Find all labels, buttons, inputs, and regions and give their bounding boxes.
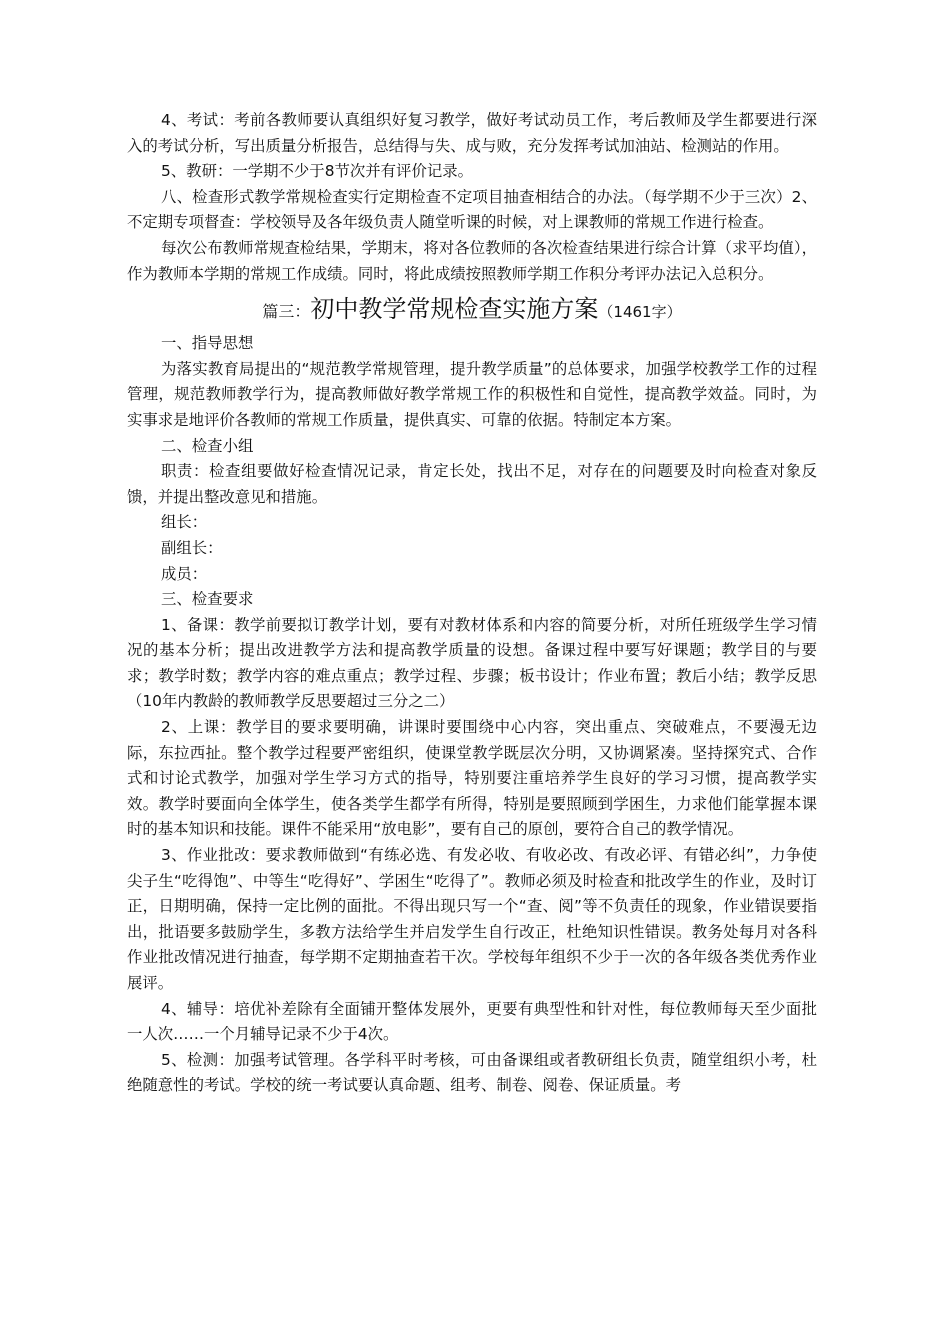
paragraph-duties: 职责：检查组要做好检查情况记录，肯定长处，找出不足，对存在的问题要及时向检查对象反馈，并提出整改意见和措施。 <box>127 462 817 506</box>
paragraph-testing: 5、检测：加强考试管理。各学科平时考核，可由备课组或者教研组长负责，随堂组织小考，杜绝随意性的考试。学校的统一考试要认真命题、组考、制卷、阅卷、保证质量。考 <box>127 1050 817 1095</box>
document-body <box>127 108 817 1099</box>
paragraph-research: 5、教研：一学期不少于8节次并有评价记录。 <box>161 162 474 181</box>
paragraph-homework: 3、作业批改：要求教师做到“有练必选、有发必收、有收必改、有改必评、有错必纠”，力争使尖子生“吃得饱”、中等生“吃得好”、学困生“吃得了”。教师必须及时检查和批改学生的作业，及时订正，日期明确，保持一定比例的面批。不得出现只写一个“查、阅”等不负责任的现象，作业错误要指出，批语要多鼓励学生，多教方法给学生并启发学生自行改正，杜绝知识性错误。教务处每月对各科作业批改情况进行抽查，每学期不定期抽查若干次。学校每年组织不少于一次的各年级各类优秀作业展评。 <box>127 846 817 992</box>
line-deputy-leader: 副组长： <box>161 538 223 557</box>
paragraph-inspection-form: 八、检查形式教学常规检查实行定期检查不定项目抽查相结合的办法。（每学期不少于三次）2、不定期专项督查：学校领导及各年级负责人随堂听课的时候，对上课教师的常规工作进行检查。 <box>127 187 817 232</box>
section-title-main: 初中教学常规检查实施方案 <box>310 295 599 324</box>
heading-inspection-group: 二、检查小组 <box>161 436 254 455</box>
paragraph-teaching: 2、上课：教学目的要求要明确，讲课时要围绕中心内容，突出重点、突破难点，不要漫无边际，东拉西扯。整个教学过程要严密组织，使课堂教学既层次分明，又协调紧凑。坚持探究式、合作式和讨论式教学，加强对学生学习方式的指导，特别要注重培养学生良好的学习习惯，提高教学实效。教学时要面向全体学生，使各类学生都学有所得，特别是要照顾到学困生，力求他们能掌握本课时的基本知识和技能。课件不能采用“放电影”，要有自己的原创，要符合自己的教学情况。 <box>127 718 817 839</box>
section-title-prefix: 篇三： <box>262 302 311 322</box>
section-title-wordcount: （1461字） <box>598 303 682 322</box>
section-title <box>127 291 817 330</box>
paragraph-results: 每次公布教师常规查检结果，学期末，将对各位教师的各次检查结果进行综合计算（求平均值），作为教师本学期的常规工作成绩。同时，将此成绩按照教师学期工作积分考评办法记入总积分。 <box>127 238 817 283</box>
paragraph-lesson-prep: 1、备课：教学前要拟订教学计划，要有对教材体系和内容的简要分析，对所任班级学生学习情况的基本分析；提出改进教学方法和提高教学质量的设想。备课过程中要写好课题；教学目的与要求；教学时数；教学内容的难点重点；教学过程、步骤；板书设计；作业布置；教后小结；教学反思（10年内教龄的教师教学反思要超过三分之二） <box>127 615 817 711</box>
line-members: 成员： <box>161 564 208 583</box>
heading-guiding-thought: 一、指导思想 <box>161 334 254 353</box>
paragraph-guiding-thought: 为落实教育局提出的“规范教学常规管理，提升教学质量”的总体要求，加强学校教学工作的过程管理，规范教师教学行为，提高教师做好教学常规工作的积极性和自觉性，提高教学效益。同时，为实事求是地评价各教师的常规工作质量，提供真实、可靠的依据。特制定本方案。 <box>127 359 817 429</box>
heading-requirements: 三、检查要求 <box>161 590 254 609</box>
line-group-leader: 组长： <box>161 513 208 532</box>
paragraph-exam: 4、考试：考前各教师要认真组织好复习教学，做好考试动员工作，考后教师及学生都要进行深入的考试分析，写出质量分析报告，总结得与失、成与败，充分发挥考试加油站、检测站的作用。 <box>127 111 817 155</box>
paragraph-tutoring: 4、辅导：培优补差除有全面铺开整体发展外，更要有典型性和针对性，每位教师每天至少面批一人次……一个月辅导记录不少于4次。 <box>127 999 817 1044</box>
